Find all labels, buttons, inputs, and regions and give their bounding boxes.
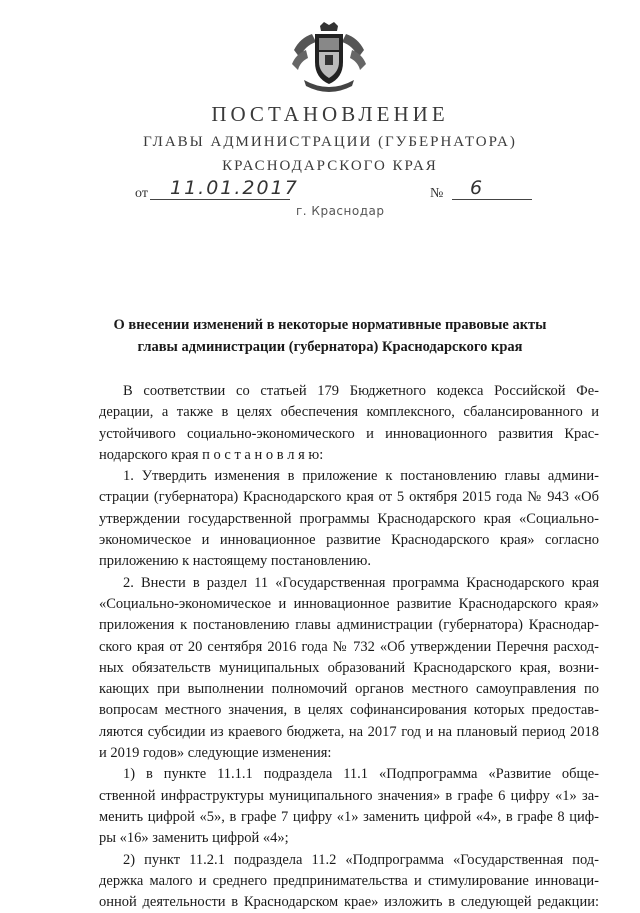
body-line: утверждении государственной программы Краснодарского края «Социально- bbox=[99, 510, 599, 527]
date-label: от bbox=[135, 186, 148, 201]
city-label: г. Краснодар bbox=[296, 204, 385, 218]
document-type-heading: ПОСТАНОВЛЕНИЕ bbox=[211, 102, 449, 126]
issuer-heading-line1: ГЛАВЫ АДМИНИСТРАЦИИ (ГУБЕРНАТОРА) bbox=[143, 134, 517, 150]
title-line: О внесении изменений в некоторые нормативные правовые акты bbox=[113, 317, 547, 333]
body-line: экономическое и инновационное развитие Краснодарского края» согласно bbox=[99, 532, 599, 549]
body-line: приложению к настоящему постановлению. bbox=[99, 553, 371, 570]
body-line: «Социально-экономическое и инновационное развитие Краснодарского края» bbox=[99, 595, 599, 612]
body-line: ных обязательств муниципальных образований Краснодарского края, возни- bbox=[99, 659, 599, 676]
body-line: ляются субсидии из краевого бюджета, на 2017 год и на плановый период 2018 bbox=[99, 723, 599, 740]
document-title bbox=[60, 314, 600, 358]
body-line: приложения к постановлению главы администрации (губернатора) Краснодар- bbox=[99, 617, 599, 634]
body-line: 2. Внести в раздел 11 «Государственная программа Краснодарского края bbox=[123, 574, 599, 591]
body-line: устойчивого социально-экономического и инновационного развития Крас- bbox=[99, 425, 599, 442]
body-line: ского края от 20 сентября 2016 года № 732 «Об утверждении Перечня расход- bbox=[99, 638, 599, 655]
body-line: 1) в пункте 11.1.1 подраздела 11.1 «Подпрограмма «Развитие обще- bbox=[123, 766, 599, 783]
body-line: страции (губернатора) Краснодарского края от 5 октября 2015 года № 943 «Об bbox=[99, 489, 599, 506]
body-line: 1. Утвердить изменения в приложение к постановлению главы админи- bbox=[123, 468, 599, 485]
body-line: онной деятельности в Краснодарском крае» изложить в следующей редакции: bbox=[99, 894, 599, 911]
body-line: и 2019 годов» следующие изменения: bbox=[99, 745, 332, 762]
document-body bbox=[99, 381, 599, 913]
issuer-heading-line2: КРАСНОДАРСКОГО КРАЯ bbox=[222, 158, 438, 174]
number-label: № bbox=[430, 186, 444, 201]
body-line: держка малого и среднего предпринимательства и стимулирование инноваци- bbox=[99, 872, 599, 889]
number-underline bbox=[452, 199, 532, 200]
body-line: ры «16» заменить цифрой «4»; bbox=[99, 830, 289, 847]
body-line: 2) пункт 11.2.1 подраздела 11.2 «Подпрограмма «Государственная под- bbox=[123, 851, 599, 868]
body-line: нодарского края п о с т а н о в л я ю: bbox=[99, 446, 324, 463]
handwritten-number: 6 bbox=[470, 177, 483, 199]
krasnodar-coat-of-arms-emblem bbox=[290, 20, 368, 92]
handwritten-date: 11.01.2017 bbox=[170, 177, 299, 199]
body-line: кающих при выполнении полномочий органов местного самоуправления по bbox=[99, 681, 599, 698]
body-line: менить цифрой «5», в графе 7 цифру «1» заменить цифрой «4», в графе 8 циф- bbox=[99, 808, 599, 825]
body-line: вопросам местного значения, в целях софинансирования которых предостав- bbox=[99, 702, 599, 719]
date-underline bbox=[150, 199, 290, 200]
body-line: ственной инфраструктуры муниципального значения» в графе 6 цифру «1» за- bbox=[99, 787, 599, 804]
body-line: В соответствии со статьей 179 Бюджетного кодекса Российской Фе- bbox=[123, 383, 599, 399]
body-line: дерации, а также в целях обеспечения комплексного, сбалансированного и bbox=[99, 404, 599, 421]
title-line: главы администрации (губернатора) Краснодарского края bbox=[137, 339, 523, 355]
